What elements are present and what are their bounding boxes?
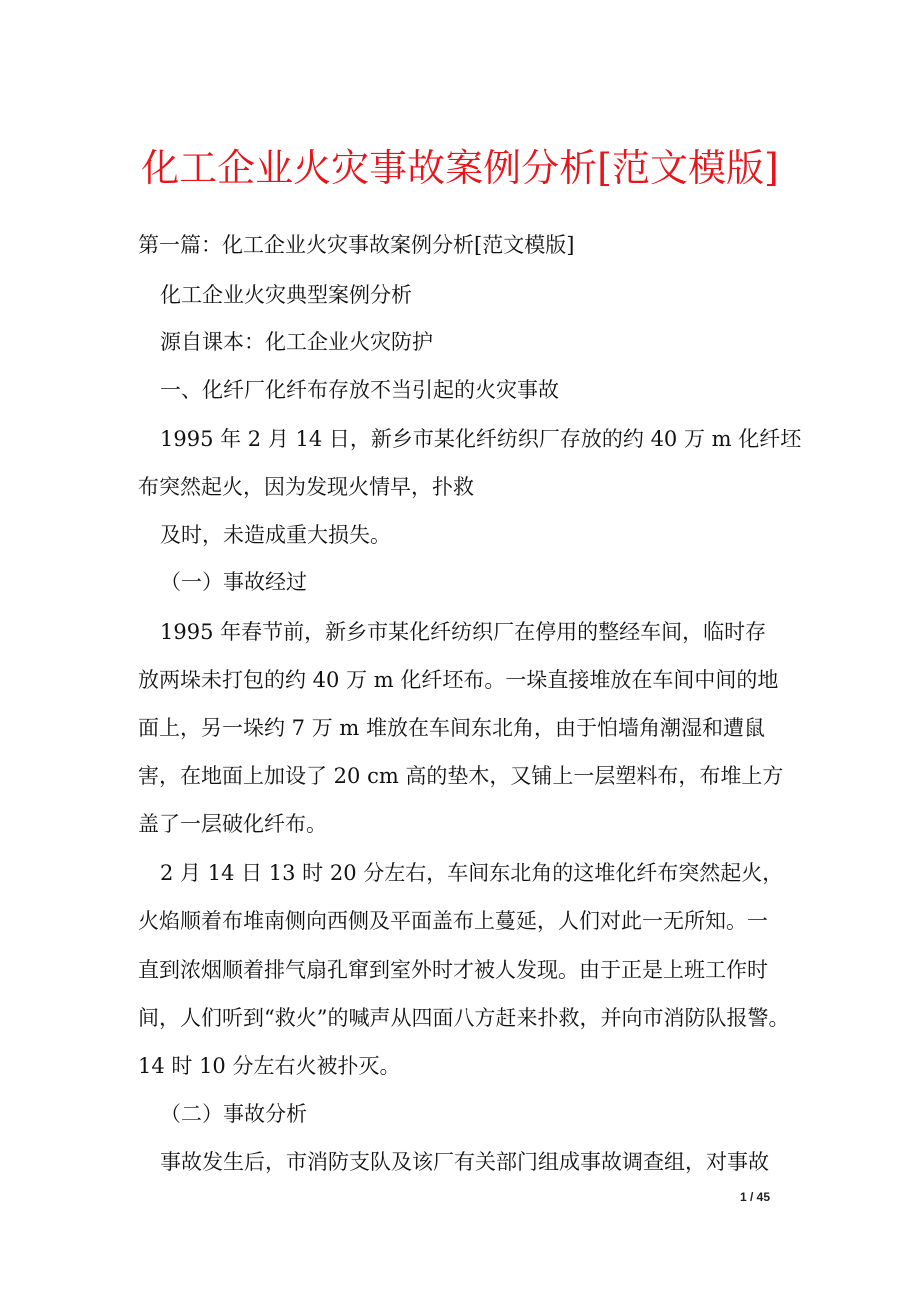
paragraph-line: 直到浓烟顺着排气扇孔窜到室外时才被人发现。由于正是上班工作时 [138, 958, 768, 982]
paragraph-line: 面上，另一垛约 7 万 m 堆放在车间东北角，由于怕墙角潮湿和遭鼠 [138, 716, 765, 740]
subsection-heading: （一）事故经过 [160, 570, 307, 594]
paragraph-line: 害，在地面上加设了 20 cm 高的垫木，又铺上一层塑料布，布堆上方 [138, 764, 784, 788]
paragraph-line: 2 月 14 日 13 时 20 分左右，车间东北角的这堆化纤布突然起火， [160, 861, 784, 885]
paragraph-line: 间，人们听到“救火”的喊声从四面八方赶来扑救，并向市消防队报警。 [138, 1006, 790, 1030]
paragraph-line: 1995 年 2 月 14 日，新乡市某化纤纺织厂存放的约 40 万 m 化纤坯 [160, 427, 802, 451]
paragraph-line: 14 时 10 分左右火被扑灭。 [138, 1054, 401, 1078]
source-line: 源自课本：化工企业火灾防护 [160, 330, 433, 354]
page-number: 1 / 45 [740, 1190, 771, 1204]
document-title: 化工企业火灾事故案例分析[范文模版] [141, 146, 779, 190]
paragraph-line: 及时，未造成重大损失。 [160, 523, 391, 547]
chapter-heading: 第一篇：化工企业火灾事故案例分析[范文模版] [138, 233, 575, 257]
paragraph-line: 盖了一层破化纤布。 [138, 812, 327, 836]
paragraph-line: 火焰顺着布堆南侧向西侧及平面盖布上蔓延，人们对此一无所知。一 [138, 909, 768, 933]
subsection-heading: （二）事故分析 [160, 1102, 307, 1126]
case-heading: 一、化纤厂化纤布存放不当引起的火灾事故 [160, 378, 559, 402]
paragraph-line: 放两垛未打包的约 40 万 m 化纤坯布。一垛直接堆放在车间中间的地 [138, 668, 779, 692]
section-heading: 化工企业火灾典型案例分析 [160, 283, 412, 307]
paragraph-line: 事故发生后，市消防支队及该厂有关部门组成事故调查组，对事故 [160, 1150, 769, 1174]
paragraph-line: 1995 年春节前，新乡市某化纤纺织厂在停用的整经车间，临时存 [160, 620, 767, 644]
paragraph-line: 布突然起火，因为发现火情早，扑救 [138, 475, 474, 499]
